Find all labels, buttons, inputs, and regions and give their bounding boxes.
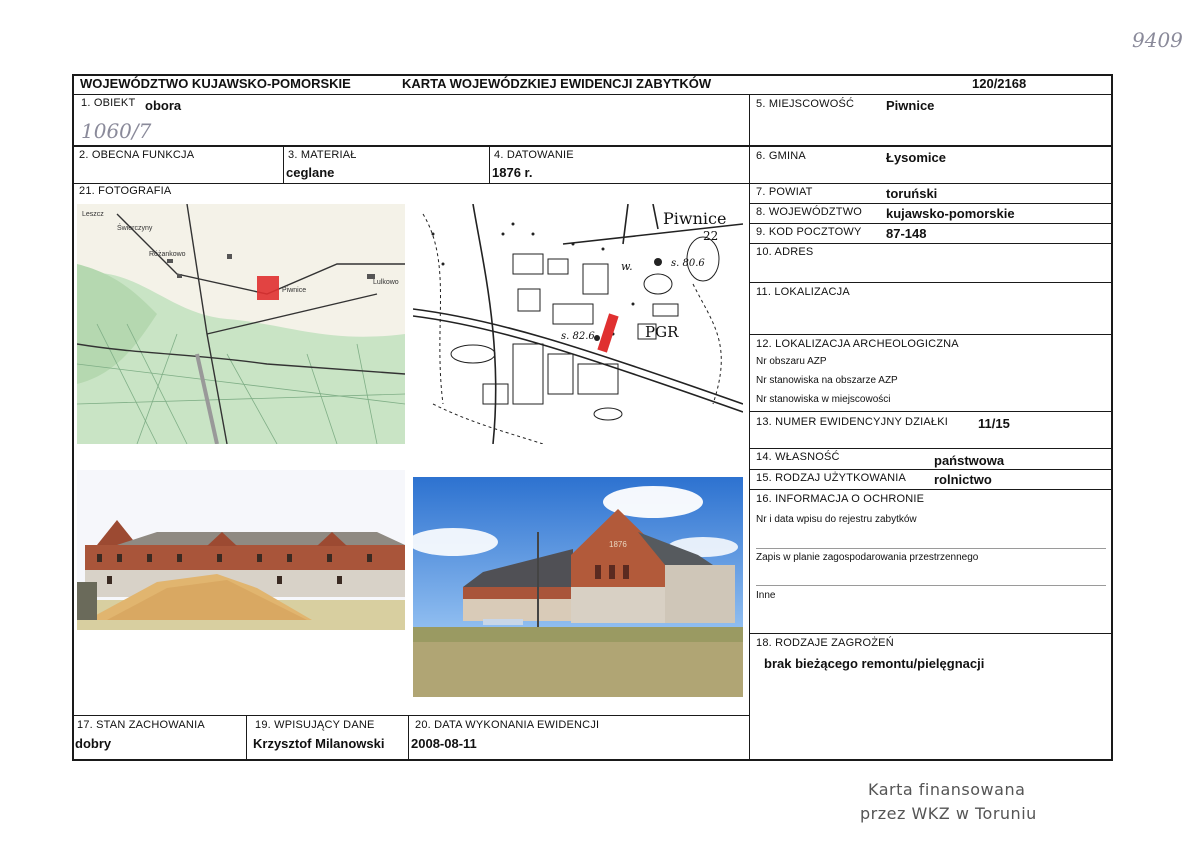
map-label-rozankowo: Różankowo [149, 251, 186, 258]
field-dzialka [749, 411, 1113, 449]
map-label-leszcz: Leszcz [82, 211, 104, 218]
field-wlasnosc [749, 448, 1113, 470]
ochrona-line-plan: Zapis w planie zagospodarowania przestrzennego [756, 552, 979, 563]
village-plan-label-1: s. 80.6 [671, 258, 705, 269]
dzialka-label: 13. NUMER EWIDENCYJNY DZIAŁKI [756, 416, 949, 428]
funkcja-label: 2. OBECNA FUNKCJA [79, 149, 195, 161]
ochrona-label: 16. INFORMACJA O OCHRONIE [756, 493, 925, 505]
data-label: 20. DATA WYKONANIA EWIDENCJI [415, 719, 600, 731]
uzytkowanie-value: rolnictwo [934, 472, 992, 487]
archeo-line-stanowisko-miejscowosc: Nr stanowiska w miejscowości [756, 394, 891, 405]
archeo-line-stanowisko-azp: Nr stanowiska na obszarze AZP [756, 375, 898, 386]
data-value: 2008-08-11 [411, 736, 477, 751]
topographic-map [77, 204, 405, 444]
village-plan-title: Piwnice [663, 209, 727, 228]
uzytkowanie-label: 15. RODZAJ UŻYTKOWANIA [756, 472, 907, 484]
topographic-map-highlight [257, 276, 279, 300]
corner-handwritten-note: 9409 [1132, 28, 1183, 52]
field-ochrona [749, 489, 1113, 634]
map-label-swierczyny: Świerczyny [117, 225, 153, 232]
archeo-line-obszar: Nr obszaru AZP [756, 356, 827, 367]
field-miejscowosc [749, 94, 1113, 146]
field-powiat [749, 183, 1113, 204]
material-value: ceglane [286, 165, 335, 180]
wojewodztwo-value: kujawsko-pomorskie [886, 206, 1015, 221]
zagrozenia-label: 18. RODZAJE ZAGROŻEŃ [756, 637, 894, 649]
field-stan [72, 715, 247, 761]
field-obiekt [72, 94, 750, 146]
card-number: 120/2168 [972, 76, 1027, 91]
obiekt-handwritten-number: 1060/7 [81, 119, 152, 143]
wlasnosc-value: państwowa [934, 453, 1005, 468]
village-plan-label-3: s. 82.6 [561, 331, 595, 342]
field-uzytkowanie [749, 469, 1113, 490]
wpisujacy-value: Krzysztof Milanowski [253, 736, 385, 751]
field-zagrozenia [749, 633, 1113, 761]
stan-value: dobry [75, 736, 112, 751]
datowanie-label: 4. DATOWANIE [494, 149, 574, 161]
photo-barn-gable-svg [413, 477, 743, 697]
wpisujacy-label: 19. WPISUJĄCY DANE [255, 719, 375, 731]
map-label-lulkowo: Lulkowo [373, 279, 399, 286]
stan-label: 17. STAN ZACHOWANIA [77, 719, 205, 731]
ochrona-divider-2 [756, 585, 1106, 586]
wojewodztwo-label: 8. WOJEWÓDZTWO [756, 206, 863, 218]
ochrona-divider-1 [756, 548, 1106, 549]
field-adres [749, 243, 1113, 283]
photo-gable-year: 1876 [609, 540, 627, 549]
ochrona-line-rejestr: Nr i data wpisu do rejestru zabytków [756, 514, 917, 525]
kod-value: 87-148 [886, 226, 927, 241]
miejscowosc-label: 5. MIEJSCOWOŚĆ [756, 98, 855, 110]
lokalizacja-label: 11. LOKALIZACJA [756, 286, 850, 298]
material-label: 3. MATERIAŁ [288, 149, 357, 161]
field-gmina [749, 146, 1113, 184]
field-material [283, 146, 490, 184]
field-lokalizacja [749, 282, 1113, 335]
field-data [408, 715, 750, 761]
map-label-piwnice: Piwnice [282, 287, 307, 294]
photo-barn-gable [413, 477, 743, 697]
powiat-label: 7. POWIAT [756, 186, 813, 198]
gmina-value: Łysomice [886, 150, 946, 165]
miejscowosc-value: Piwnice [886, 98, 935, 113]
field-wojewodztwo [749, 203, 1113, 224]
obiekt-value: obora [145, 98, 182, 113]
field-archeo [749, 334, 1113, 412]
card-title: KARTA WOJEWÓDZKIEJ EWIDENCJI ZABYTKÓW [402, 76, 712, 91]
field-datowanie [489, 146, 750, 184]
datowanie-value: 1876 r. [492, 165, 533, 180]
village-plan-label-2: w. [621, 260, 633, 273]
funding-stamp-line-1: Karta finansowana [868, 780, 1026, 799]
village-plan-map [413, 204, 743, 444]
powiat-value: toruński [886, 186, 938, 201]
funding-stamp-line-2: przez WKZ w Toruniu [860, 804, 1037, 823]
adres-label: 10. ADRES [756, 246, 814, 258]
photo-barn-front [77, 470, 405, 630]
village-plan-svg [413, 204, 743, 444]
kod-label: 9. KOD POCZTOWY [756, 226, 862, 238]
gmina-label: 6. GMINA [756, 150, 806, 162]
obiekt-label: 1. OBIEKT [81, 97, 136, 109]
zagrozenia-value: brak bieżącego remontu/pielęgnacji [764, 656, 985, 671]
region-title: WOJEWÓDZTWO KUJAWSKO-POMORSKIE [80, 76, 351, 91]
village-plan-number: 22 [703, 229, 719, 243]
topographic-map-svg [77, 204, 405, 444]
wlasnosc-label: 14. WŁASNOŚĆ [756, 451, 840, 463]
fotografia-label: 21. FOTOGRAFIA [79, 185, 172, 197]
village-plan-label-4: PGR [645, 323, 679, 341]
dzialka-value: 11/15 [978, 416, 1010, 431]
field-kod [749, 223, 1113, 244]
archeo-label: 12. LOKALIZACJA ARCHEOLOGICZNA [756, 338, 959, 350]
photo-barn-front-svg [77, 470, 405, 630]
ochrona-line-inne: Inne [756, 590, 776, 601]
field-funkcja [72, 146, 284, 184]
field-wpisujacy [246, 715, 409, 761]
